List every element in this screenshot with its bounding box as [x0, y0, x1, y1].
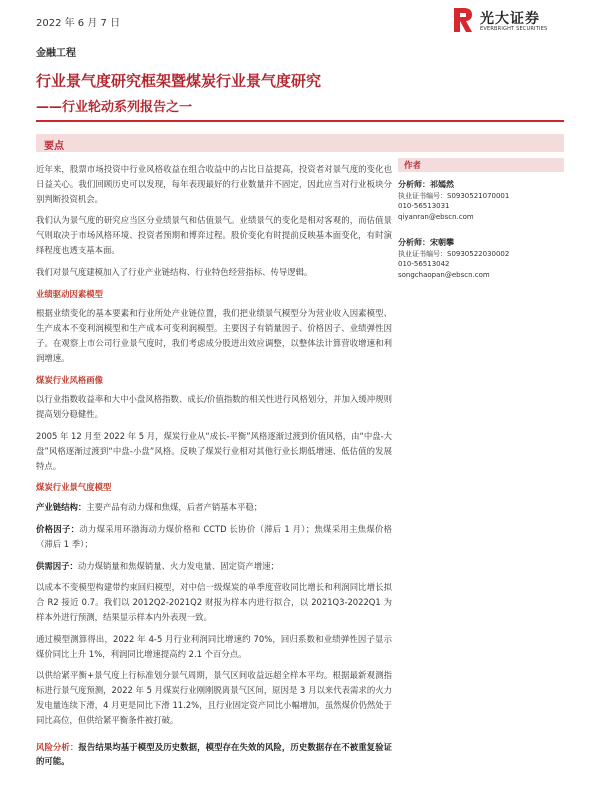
factor-industry-chain [36, 500, 392, 515]
author-label: 作者 [404, 161, 422, 171]
factor-label: 供需因子： [36, 560, 78, 571]
author-section-bar [398, 158, 564, 172]
heading-style-profile: 煤炭行业风格画像 [36, 374, 103, 385]
summary-section-bar [36, 134, 564, 152]
risk-analysis [36, 740, 392, 770]
report-title: 行业景气度研究框架暨煤炭行业景气度研究 [36, 72, 322, 90]
logo-english-text: EVERBRIGHT SECURITIES [480, 26, 548, 32]
factor-label: 价格因子： [36, 523, 80, 534]
factor-text: 动力煤采用环渤海动力煤价格和 CCTD 长协价（滞后 1 月）；焦煤采用主焦煤价格（滞后 1 季）； [36, 523, 392, 549]
company-logo [452, 6, 572, 36]
main-content [36, 162, 392, 776]
heading-coal-model: 煤炭行业景气度模型 [36, 482, 112, 493]
analyst-card [398, 238, 564, 280]
author-sidebar [398, 158, 564, 280]
analyst-phone: 010-56513031 [398, 202, 450, 210]
analyst-email[interactable]: songchaopan@ebscn.com [398, 270, 490, 279]
logo-chinese-text: 光大证券 [480, 11, 540, 27]
analyst-cert: 执业证书编号：S0930522030002 [398, 249, 510, 258]
factor-supply-demand [36, 559, 392, 574]
factor-price [36, 522, 392, 552]
analyst-name: 分析师：祁嫣然 [398, 180, 454, 189]
paragraph-modeling: 我们对景气度建模加入了行业产业链结构、行业特色经营指标、传导逻辑。 [36, 266, 313, 277]
report-category: 金融工程 [36, 48, 76, 59]
paragraph-estimate: 通过模型测算得出，2022 年 4-5 月行业利润同比增速约 70%，回归系数和业绩弹性因子显示煤价同比上升 1%，利润同比增速提高约 2.1 个百分点。 [36, 633, 392, 659]
paragraph-regression: 以成本不变模型构建带约束回归模型，对中信一级煤炭的单季度营收同比增长和利润同比增长拟合 R2 接近 0.7。我们以 2012Q2-2021Q2 财报为样本内进行拟合，以 2021Q3-2022Q1 为样本外进行预测，结果显示样本内外表现一致。 [36, 582, 392, 622]
analyst-card [398, 180, 564, 222]
heading-performance-model: 业绩驱动因素模型 [36, 288, 103, 299]
paragraph-prosperity-split: 我们认为景气度的研究应当区分业绩景气和估值景气。业绩景气的变化是相对客观的，而估值景气则取决于市场风格环境、投资者预期和博弈过程。股价变化有时提前反映基本面变化，有时演绎程度也透支基本面。 [36, 215, 392, 255]
paragraph-performance-model: 根据业绩变化的基本要素和行业所处产业链位置，我们把业绩景气模型分为营业收入因素模型、生产成本不变利润模型和生产成本可变利润模型。主要因子有销量因子、价格因子、业绩弹性因子。在观察上市公司行业景气度时，我们考虑成分股进出效应调整，以整体法计算营收增速和利润增速。 [36, 308, 392, 363]
factor-text: 动力煤销量和焦煤销量、火力发电量、固定资产增速； [77, 560, 279, 571]
title-divider [36, 120, 564, 122]
paragraph-cycle: 以供给紧平衡+景气度上行标准划分景气周期，景气区间收益远超全样本平均。根据最新观测指标进行景气度预测，2022 年 5 月煤炭行业刚刚脱离景气区间，原因是 3 月以来代表需求的火力发电量连续下滑，4 月更是同比下滑 11.2%，且行业固定资产同比小幅增加，虽然煤价仍然处于同比高位，但供给紧平衡条件被打破。 [36, 670, 392, 725]
risk-text: 报告结果均基于模型及历史数据，模型存在失效的风险，历史数据存在不被重复验证的可能。 [36, 741, 393, 767]
analyst-phone: 010-56513042 [398, 260, 450, 268]
paragraph-intro: 近年来，股票市场投资中行业风格收益在组合收益中的占比日益提高，投资者对景气度的变化也日益关心。我们回顾历史可以发现，每年表现最好的行业数量并不固定，因此应当对行业板块分别判断投资机会。 [36, 164, 392, 204]
report-date: 2022 年 6 月 7 日 [36, 18, 121, 29]
paragraph-style-history: 2005 年 12 月至 2022 年 5 月，煤炭行业从“成长-平衡”风格逐渐过渡到价值风格，由“中盘-大盘”风格逐渐过渡到“中盘-小盘”风格。反映了煤炭行业相对其他行业长期低增速、低估值的发展特点。 [36, 430, 392, 471]
everbright-logo-icon [452, 6, 474, 34]
report-subtitle: ——行业轮动系列报告之一 [36, 100, 193, 115]
analyst-cert: 执业证书编号：S0930521070001 [398, 191, 510, 200]
analyst-email[interactable]: qiyanran@ebscn.com [398, 212, 474, 221]
factor-label: 产业链结构： [36, 502, 87, 513]
summary-label: 要点 [44, 141, 64, 152]
factor-text: 主要产品有动力煤和焦煤，后者产销基本平稳； [86, 502, 263, 513]
analyst-name: 分析师：宋朝攀 [398, 238, 454, 247]
risk-label: 风险分析： [36, 741, 79, 752]
paragraph-style-method: 以行业指数收益率和大中小盘风格指数、成长/价值指数的相关性进行风格划分，并加入缓冲规则提高划分稳健性。 [36, 394, 392, 420]
